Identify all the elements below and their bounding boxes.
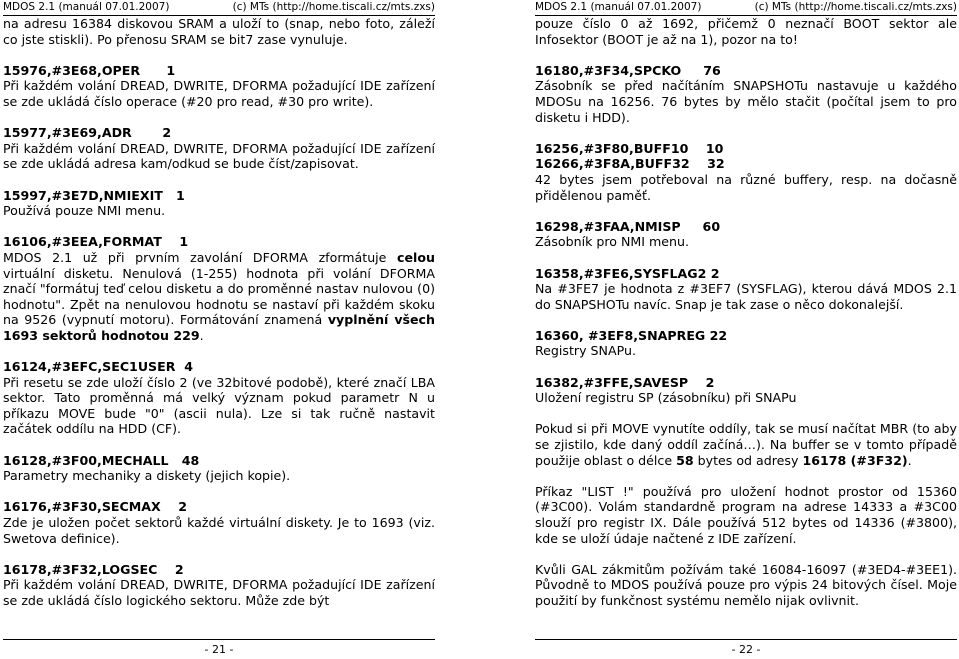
format-text-end: . [199,327,204,343]
nmiexit-heading: 15997,#3E7D,NMIEXIT 1 [3,187,185,203]
left-page-number: - 21 - [3,639,435,659]
spcko-heading: 16180,#3F34,SPCKO 76 [535,62,721,78]
right-page-body [535,16,957,609]
move-mbr-text-end: . [907,452,912,468]
list-command-paragraph: Příkaz "LIST !" používá pro uložení hodnot prostor od 15360 (#3C00). Volám standardně program na adrese 14333 a #3C00 slouží pro registr IX. Dále používá 512 bytes od 14336 (#3800), kde se uloží údaje načtené z IDE zařízení. [535,483,957,546]
nmiexit-text: Používá pouze NMI menu. [3,203,166,219]
left-header-url: (c) MTs (http://home.tiscali.cz/mts.zxs) [232,1,435,13]
move-mbr-text-c: bytes od adresy [697,452,799,468]
right-page-header [535,0,957,16]
logsec-heading: 16178,#3F32,LOGSEC 2 [3,561,184,577]
right-header-url: (c) MTs (http://home.tiscali.cz/mts.zxs) [754,1,957,13]
left-page-header [3,0,435,16]
savesp-text: Uložení registru SP (zásobníku) při SNAPu [535,390,797,406]
snapreg-heading: 16360, #3EF8,SNAPREG 22 [535,327,728,343]
format-text [3,250,435,344]
left-page-body [3,16,435,609]
left-header-title: MDOS 2.1 (manuál 07.01.2007) [3,1,170,13]
right-page-number: - 22 - [535,639,957,659]
mechall-heading: 16128,#3F00,MECHALL 48 [3,452,200,468]
buff32-heading: 16266,#3F8A,BUFF32 32 [535,156,725,172]
logsec-text: Při každém volání DREAD, DWRITE, DFORMA požadující IDE zařízení se zde ukládá číslo logického sektoru. Může zde být [3,577,435,608]
adr-text: Při každém volání DREAD, DWRITE, DFORMA požadující IDE zařízení se zde ukládá adresa kam/odkud se bude číst/zapisovat. [3,140,435,172]
right-header-title: MDOS 2.1 (manuál 07.01.2007) [535,1,702,13]
nmisp-heading: 16298,#3FAA,NMISP 60 [535,218,721,234]
buff-text: 42 bytes jsem potřeboval na různé buffery, resp. na dočasně přidělenou paměť. [535,171,957,203]
move-mbr-paragraph [535,421,957,468]
format-text-bold-2: vyplnění všech 1693 sektorů hodnotou 229 [3,312,435,343]
sysflag2-heading: 16358,#3FE6,SYSFLAG2 2 [535,265,720,281]
right-page [531,0,959,659]
savesp-heading: 16382,#3FFE,SAVESP 2 [535,374,715,390]
oper-heading: 15976,#3E68,OPER 1 [3,62,176,78]
format-text-bold-1: celou [397,249,435,265]
secmax-heading: 16176,#3F30,SECMAX 2 [3,499,188,515]
buff10-heading: 16256,#3F80,BUFF10 10 [535,140,724,156]
snapreg-text: Registry SNAPu. [535,343,636,359]
left-page [0,0,440,659]
secmax-text: Zde je uložen počet sektorů každé virtuální diskety. Je to 1693 (viz. Swetova definice). [3,515,435,546]
sysflag2-text: Na #3FE7 je hodnota z #3EF7 (SYSFLAG), kterou dává MDOS 2.1 do SNAPSHOTu navíc. Snap je tak zase o něco dokonalejší. [535,281,957,312]
sec1user-text: Při resetu se zde uloží číslo 2 (ve 32bitové podobě), které značí LBA sektor. Tato proměnná má velký význam pokud parametr N u příkazu MOVE bude "0" (ascii nula). Lze si tak ručně nastavit začátek oddílu na HDD (CF). [3,374,435,437]
spcko-text: Zásobník se před načítáním SNAPSHOTu nastavuje u každého MDOSu na 16256. 76 bytes by mělo stačit (počítal jsem to pro disketu i HDD). [535,78,957,125]
adr-heading: 15977,#3E69,ADR 2 [3,125,172,141]
gal-paragraph: Kvůli GAL zákmitům požívám také 16084-16097 (#3ED4-#3EE1). Původně to MDOS používá pouze pro výpis 24 bitových čísel. Moje použití by funkčnost systému nemělo nijak ovlivnit. [535,561,957,608]
sec1user-heading: 16124,#3EFC,SEC1USER 4 [3,359,193,375]
right-intro-text: pouze číslo 0 až 1692, přičemž 0 neznačí BOOT sektor ale Infosektor (BOOT je až na 1), pozor na to! [535,16,957,47]
move-mbr-bold-1: 58 [676,452,694,468]
oper-text: Při každém volání DREAD, DWRITE, DFORMA požadující IDE zařízení se zde ukládá číslo operace (#20 pro read, #30 pro write). [3,78,435,109]
format-text-a: MDOS 2.1 už při prvním zavolání DFORMA zformátuje [3,249,387,265]
mechall-text: Parametry mechaniky a diskety (jejich kopie). [3,468,291,484]
move-mbr-text-a: Pokud si při MOVE vynutíte oddíly, tak se musí načítat MBR (to aby se zjistilo, kde daný oddíl začíná…). Na buffer se v tomto případě použije oblast o délce [535,421,957,468]
left-intro-text: na adresu 16384 diskovou SRAM a uloží to (snap, nebo foto, záleží co jste stiskli). Po přenosu SRAM se bit7 zase vynuluje. [3,16,435,47]
format-text-c: virtuální disketu. Nenulová (1-255) hodnota při volání DFORMA značí "formátuj teď celou disketu a do proměnné nastav nulovou (0) hodnotu". Zpět na nenulovou hodnotu se nastaví při každém skoku na 9526 (vypnutí motoru). Formátování znamená [3,265,435,328]
format-heading: 16106,#3EEA,FORMAT 1 [3,234,189,250]
move-mbr-bold-2: 16178 (#3F32) [802,452,908,468]
nmisp-text: Zásobník pro NMI menu. [535,234,689,250]
